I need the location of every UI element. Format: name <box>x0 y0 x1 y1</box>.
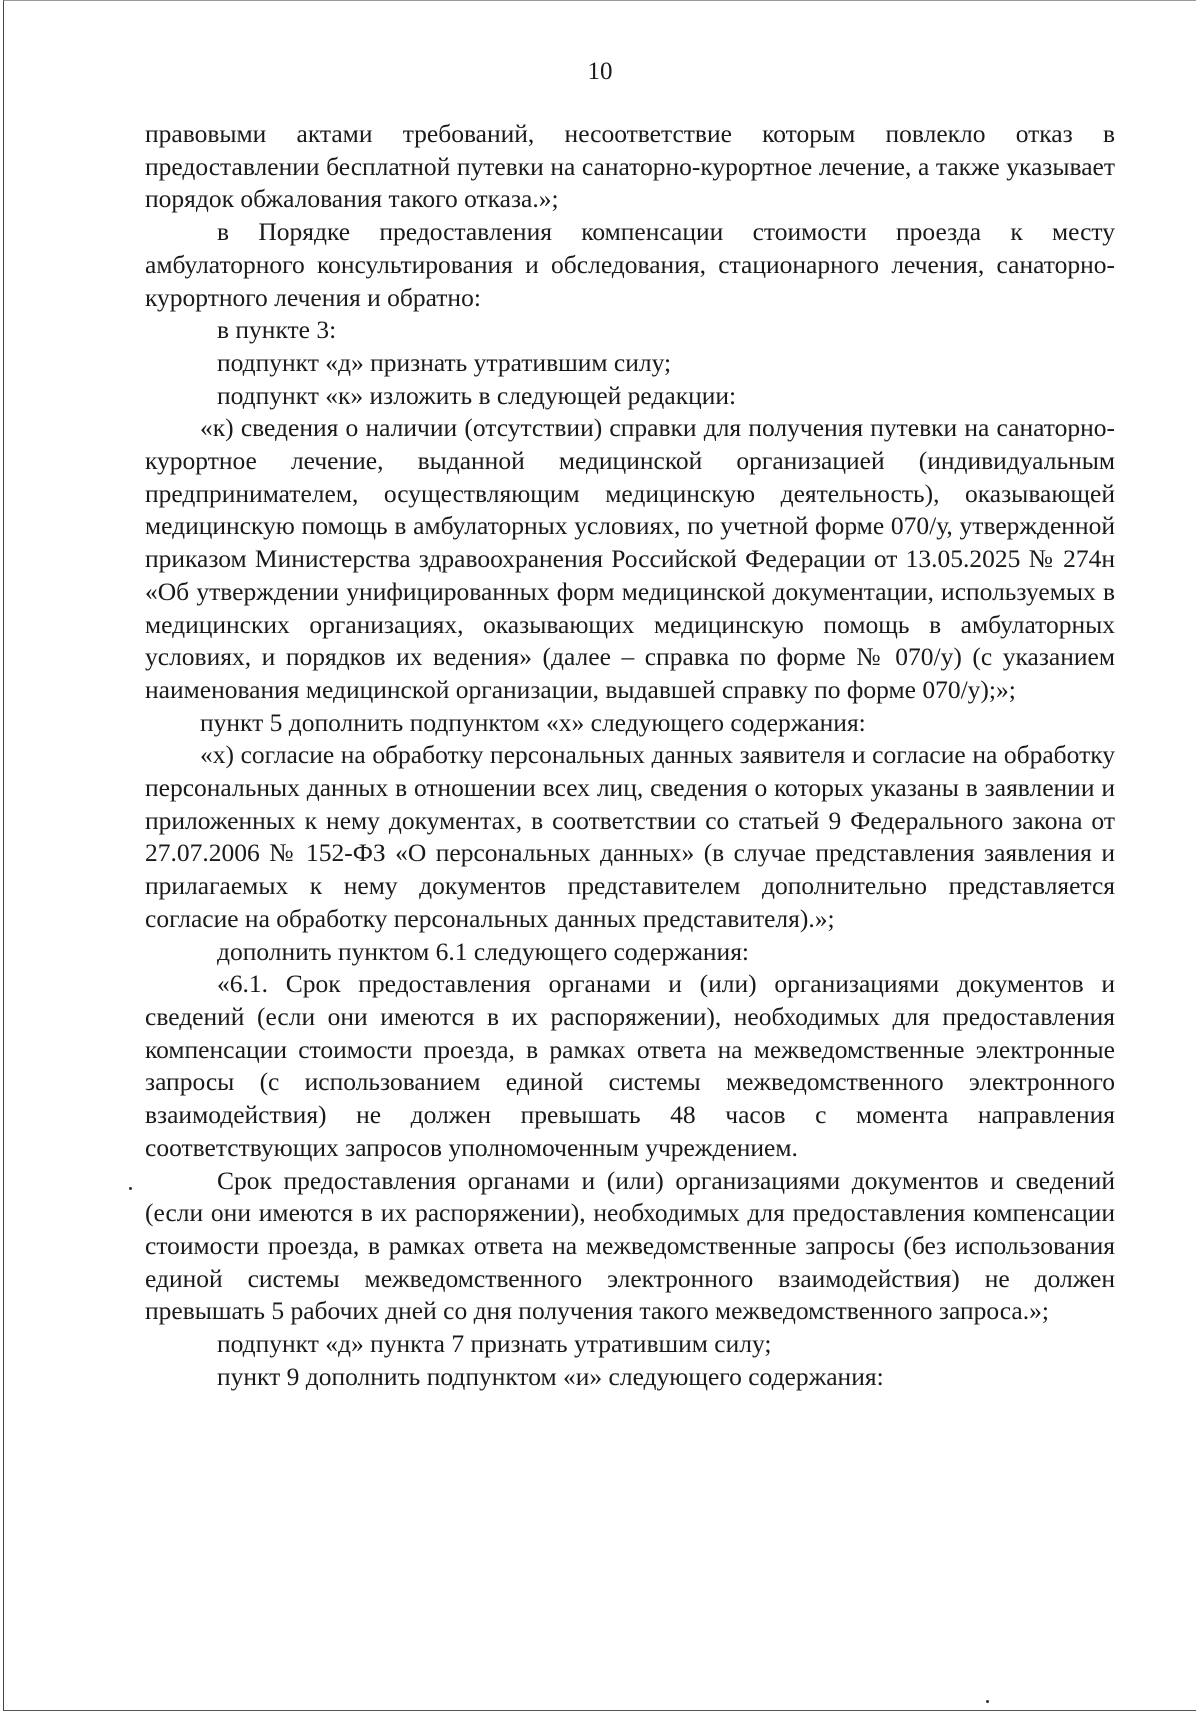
paragraph-subclause-d-void: подпункт «д» признать утратившим силу; <box>217 347 672 377</box>
scan-speck <box>129 1187 132 1190</box>
document-body <box>145 118 1115 1393</box>
scan-speck <box>986 1700 989 1703</box>
page-number: 10 <box>587 58 613 85</box>
paragraph-continuation: правовыми актами требований, несоответствие которым повлекло отказ в предоставлении бесплатной путевки на санаторно-курортное лечение, а также указывает порядок обжалования такого отказа.»; <box>145 119 1115 214</box>
paragraph-clause-5-addition: пункт 5 дополнить подпунктом «х» следующего содержания: <box>200 707 866 737</box>
paragraph-clause-6-1-text: «6.1. Срок предоставления органами и (или) организациями документов и сведений (если они имеются в их распоряжении), необходимых для предоставления компенсации стоимости проезда, в рамках ответа на межведомственные электронные запросы (с использованием единой системы межведомственного электронного взаимодействия) не должен превышать 48 часов с момента направления соответствующих запросов уполномоченным учреждением. <box>145 969 1115 1162</box>
paragraph-compensation-procedure: в Порядке предоставления компенсации стоимости проезда к месту амбулаторного консультирования и обследования, стационарного лечения, санаторно-курортного лечения и обратно: <box>145 217 1115 312</box>
paragraph-clause-3: в пункте 3: <box>217 315 337 345</box>
paragraph-clause-9-addition: пункт 9 дополнить подпунктом «и» следующего содержания: <box>217 1361 884 1391</box>
paragraph-clause-7-void: подпункт «д» пункта 7 признать утратившим силу; <box>217 1329 772 1359</box>
paragraph-subclause-k-text: «к) сведения о наличии (отсутствии) справки для получения путевки на санаторно-курортное лечение, выданной медицинской организацией (индивидуальным предпринимателем, осуществляющим медицинскую деятельность), оказывающей медицинскую помощь в амбулаторных условиях, по учетной форме 070/у, утвержденной приказом Министерства здравоохранения Российской Федерации от 13.05.2025 № 274н «Об утверждении унифицированных форм медицинской документации, используемых в медицинских организациях, оказывающих медицинскую помощь в амбулаторных условиях, и порядков их ведения» (далее – справка по форме № 070/у) (с указанием наименования медицинской организации, выдавшей справку по форме 070/у);»; <box>145 413 1115 704</box>
paragraph-clause-6-1-deadline: Срок предоставления органами и (или) организациями документов и сведений (если они имеются в их распоряжении), необходимых для предоставления компенсации стоимости проезда, в рамках ответа на межведомственные запросы (без использования единой системы межведомственного электронного взаимодействия) не должен превышать 5 рабочих дней со дня получения такого межведомственного запроса.»; <box>145 1165 1115 1326</box>
paragraph-clause-6-1-addition: дополнить пунктом 6.1 следующего содержания: <box>217 936 750 966</box>
paragraph-subclause-x-text: «х) согласие на обработку персональных данных заявителя и согласие на обработку персональных данных в отношении всех лиц, сведения о которых указаны в заявлении и приложенных к нему документах, в соответствии со статьей 9 Федерального закона от 27.07.2006 № 152-ФЗ «О персональных данных» (в случае представления заявления и прилагаемых к нему документов представителем дополнительно представляется согласие на обработку персональных данных представителя).»; <box>145 740 1115 933</box>
paragraph-subclause-k-edit: подпункт «к» изложить в следующей редакции: <box>217 380 737 410</box>
